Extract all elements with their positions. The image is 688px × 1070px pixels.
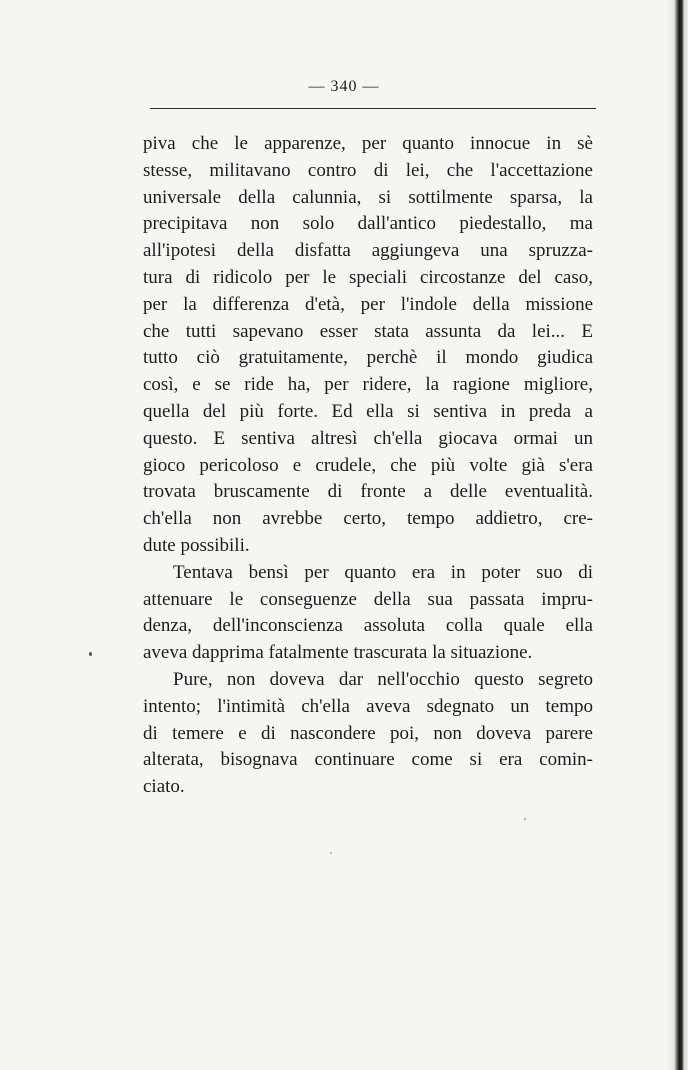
text-line: alterata, bisognava continuare come si era comin- [143,749,593,771]
text-line: che tutti sapevano esser stata assunta da lei... E [143,320,593,342]
text-line: attenuare le conseguenze della sua passata impru- [143,588,593,610]
paragraph-2 [143,560,593,667]
text-line: per la differenza d'età, per l'indole della missione [143,293,593,315]
text-line: Tentava bensì per quanto era in poter suo di [173,561,593,583]
header-rule [150,108,596,109]
text-line: ch'ella non avrebbe certo, tempo addietro, cre- [143,508,593,530]
text-line: tura di ridicolo per le speciali circostanze del caso, [143,266,593,288]
text-line: trovata bruscamente di fronte a delle eventualità. [143,481,593,503]
print-speck [330,852,332,854]
paragraph-3 [143,667,593,801]
text-line: quella del più forte. Ed ella si sentiva in preda a [143,400,593,422]
text-line: stesse, militavano contro di lei, che l'accettazione [143,159,593,181]
text-line: questo. E sentiva altresì ch'ella giocava ormai un [143,427,593,449]
text-line: precipitava non solo dall'antico piedestallo, ma [143,213,593,235]
text-line: così, e se ride ha, per ridere, la ragione migliore, [143,374,593,396]
print-speck [89,652,92,656]
text-line: Pure, non doveva dar nell'occhio questo segreto [173,668,593,690]
text-line: dute possibili. [143,534,250,556]
body-text [143,131,593,801]
paragraph-1 [143,131,593,560]
text-line: denza, dell'inconscienza assoluta colla quale ella [143,615,593,637]
text-line: intento; l'intimità ch'ella aveva sdegnato un tempo [143,695,593,717]
text-line: ciato. [143,776,185,798]
text-line: all'ipotesi della disfatta aggiungeva una spruzza- [143,240,593,262]
text-line: di temere e di nascondere poi, non doveva parere [143,722,593,744]
print-speck [524,818,526,820]
text-line: universale della calunnia, si sottilmente sparsa, la [143,186,593,208]
page-edge-binding [666,0,688,1070]
page-number: — 340 — [308,78,380,95]
text-line: aveva dapprima fatalmente trascurata la situazione. [143,642,533,664]
text-line: piva che le apparenze, per quanto innocue in sè [143,133,593,154]
text-line: tutto ciò gratuitamente, perchè il mondo giudica [143,347,593,369]
text-line: gioco pericoloso e crudele, che più volte già s'era [143,454,593,476]
